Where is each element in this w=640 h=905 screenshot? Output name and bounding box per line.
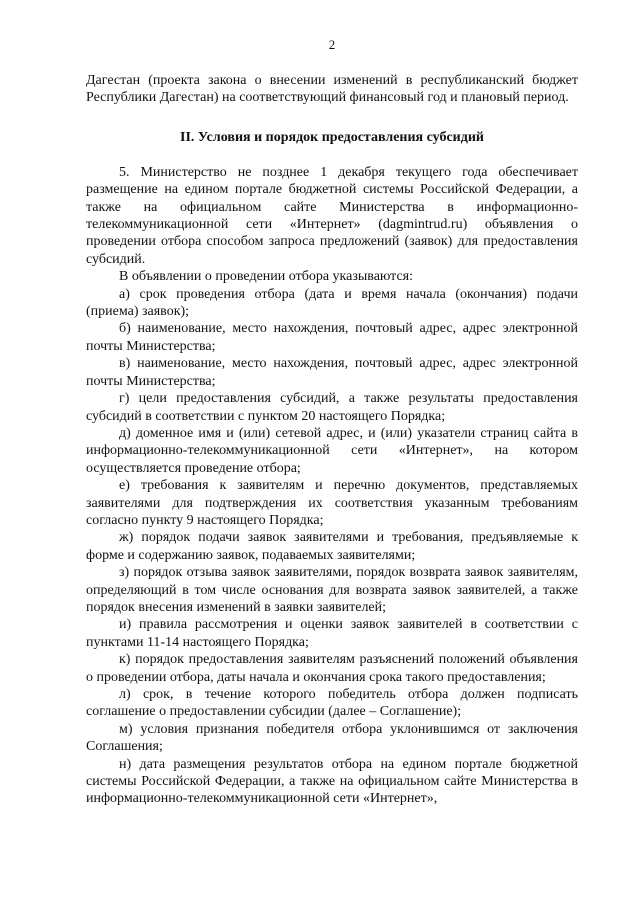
lead-paragraph: Дагестан (проекта закона о внесении изменений в республиканский бюджет Республики Дагестан) на соответствующий финансовый год и плановый период. — [86, 73, 578, 106]
page-number: 2 — [328, 37, 336, 52]
list-item-m: м) условия признания победителя отбора уклонившимся от заключения Соглашения; — [86, 721, 578, 755]
list-item-zh: ж) порядок подачи заявок заявителями и требования, предъявляемые к форме и содержанию заявок, подаваемых заявителями; — [86, 530, 578, 563]
list-item-b: б) наименование, место нахождения, почтовый адрес, адрес электронной почты Министерства; — [86, 321, 578, 354]
paragraph-5: 5. Министерство не позднее 1 декабря текущего года обеспечивает размещение на едином портале бюджетной системы Российской Федерации, а также на официальном сайте Министерства в информационно-телекоммуникационной сети «Интернет» (dagmintrud.ru) объявления о проведении отбора способом запроса предложений (заявок) для предоставления субсидий. — [86, 164, 578, 267]
list-item-k: к) порядок предоставления заявителям разъяснений положений объявления о проведении отбора, даты начала и окончания срока такого предоставления; — [86, 652, 578, 685]
list-item-e: е) требования к заявителям и перечню документов, представляемых заявителями для подтверждения их соответствия указанным требованиям согласно пункту 9 настоящего Порядка; — [86, 478, 578, 528]
list-item-v: в) наименование, место нахождения, почтовый адрес, адрес электронной почты Министерства; — [86, 356, 578, 389]
list-intro: В объявлении о проведении отбора указываются: — [119, 269, 414, 285]
list-item-l: л) срок, в течение которого победитель отбора должен подписать соглашение о предоставлении субсидии (далее – Соглашение); — [86, 687, 578, 720]
list-item-n: н) дата размещения результатов отбора на едином портале бюджетной системы Российской Федерации, а также на официальном сайте Министерства в информационно-телекоммуникационной сети «Интернет», — [86, 756, 578, 807]
list-item-i: и) правила рассмотрения и оценки заявок заявителей в соответствии с пунктами 11-14 настоящего Порядка; — [86, 617, 578, 650]
list-item-a: а) срок проведения отбора (дата и время начала (окончания) подачи (приема) заявок); — [86, 286, 578, 320]
list-item-z: з) порядок отзыва заявок заявителями, порядок возврата заявок заявителям, определяющий в том числе основания для возврата заявок заявителей, а также порядок внесения изменений в заявки заявителей; — [86, 565, 578, 615]
list-item-g: г) цели предоставления субсидий, а также результаты предоставления субсидий в соответствии с пунктом 20 настоящего Порядка; — [86, 391, 578, 424]
section-title: II. Условия и порядок предоставления субсидий — [180, 129, 484, 145]
list-item-d: д) доменное имя и (или) сетевой адрес, и (или) указатели страниц сайта в информационно-телекоммуникационной сети «Интернет», на котором осуществляется проведение отбора; — [86, 425, 578, 476]
